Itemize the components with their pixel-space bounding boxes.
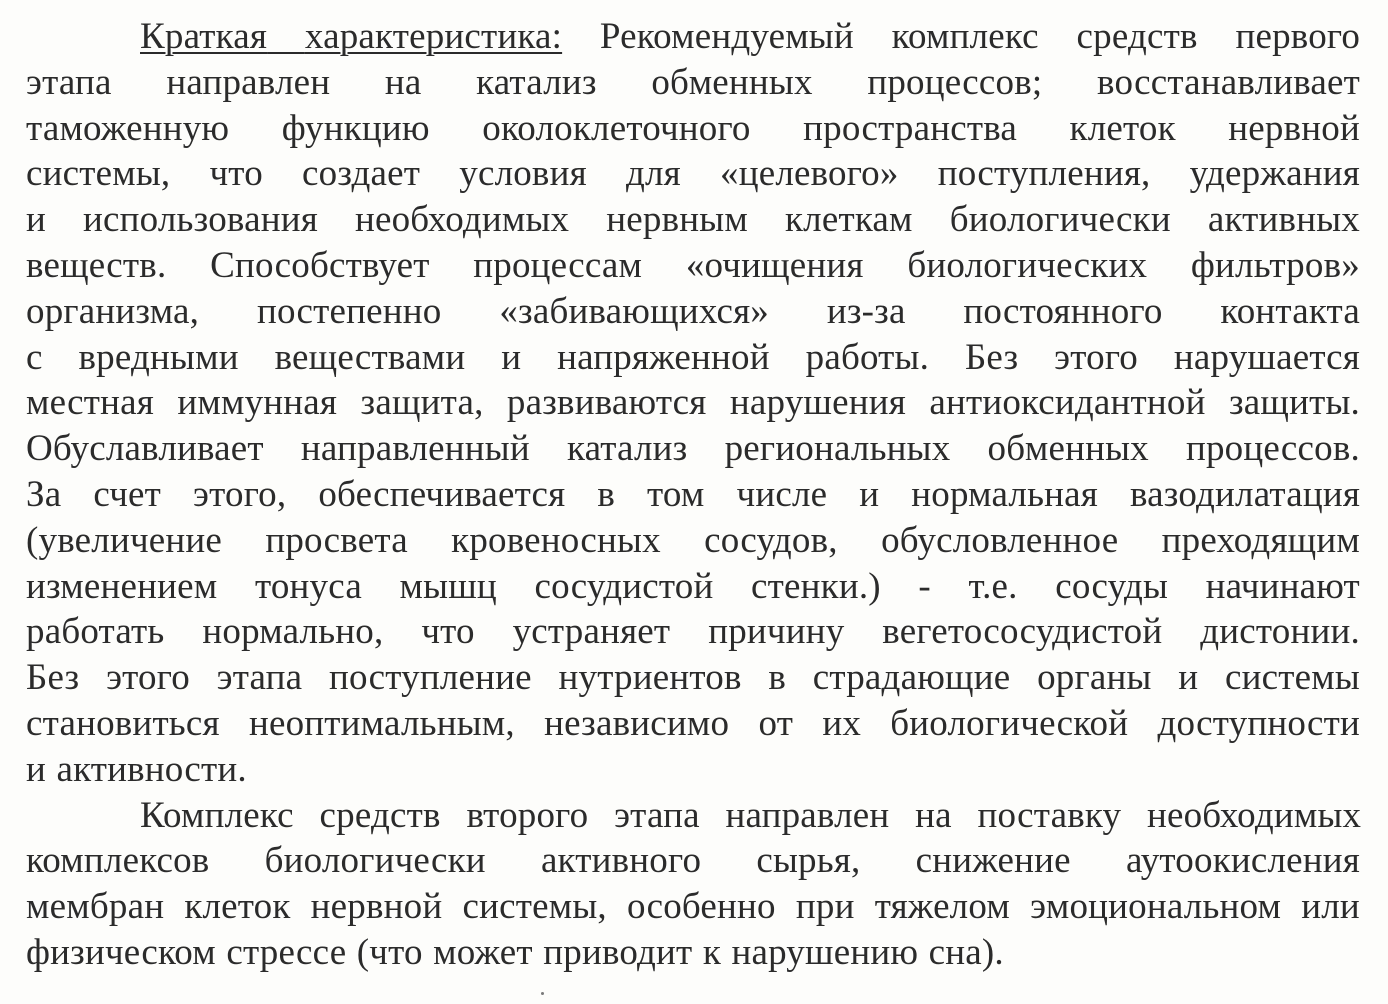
paragraph-line bbox=[26, 655, 1360, 701]
paragraph-line bbox=[26, 106, 1360, 152]
line-text: и использования необходимых нервным клеткам биологически активных bbox=[26, 199, 1360, 241]
scan-speck bbox=[541, 992, 544, 995]
line-text: изменением тонуса мышц сосудистой стенки.) - т.е. сосуды начинают bbox=[26, 565, 1360, 607]
line-text: таможенную функцию околоклеточного пространства клеток нервной bbox=[26, 107, 1360, 149]
section-heading: Краткая характеристика: bbox=[140, 16, 563, 57]
paragraph-line bbox=[26, 426, 1360, 472]
paragraph-line bbox=[26, 518, 1360, 564]
paragraph-line bbox=[26, 14, 1360, 60]
paragraph-line bbox=[26, 197, 1360, 243]
paragraph-line bbox=[26, 151, 1360, 197]
paragraph-line-last bbox=[26, 747, 1360, 793]
paragraph-line bbox=[26, 701, 1360, 747]
paragraph-line bbox=[26, 838, 1360, 884]
line-text: и активности. bbox=[26, 748, 247, 790]
paragraph-line bbox=[26, 289, 1360, 335]
line-text: работать нормально, что устраняет причину вегетососудистой дистонии. bbox=[26, 611, 1360, 653]
line-text: становиться неоптимальным, независимо от их биологической доступности bbox=[26, 702, 1360, 744]
paragraph-line-last bbox=[26, 930, 1360, 976]
paragraph-line bbox=[26, 472, 1360, 518]
paragraph-line bbox=[26, 609, 1360, 655]
line-text: Комплекс средств второго этапа направлен на поставку необходимых bbox=[140, 794, 1362, 836]
paragraph-line bbox=[26, 884, 1360, 930]
line-text: организма, постепенно «забивающихся» из-за постоянного контакта bbox=[26, 290, 1360, 332]
paragraph-line bbox=[26, 793, 1360, 839]
line-text: с вредными веществами и напряженной работы. Без этого нарушается bbox=[26, 336, 1361, 378]
line-text: физическом стрессе (что может приводит к нарушению сна). bbox=[26, 931, 1004, 973]
paragraph-second-stage bbox=[26, 793, 1360, 976]
line-text: Обуславливает направленный катализ региональных обменных процессов. bbox=[26, 428, 1360, 470]
paragraph-line bbox=[26, 60, 1360, 106]
line-text: местная иммунная защита, развиваются нарушения антиоксидантной защиты. bbox=[26, 382, 1360, 424]
line-text: веществ. Способствует процессам «очищения биологических фильтров» bbox=[26, 244, 1360, 286]
paragraph-line bbox=[26, 564, 1360, 610]
line-text: (увеличение просвета кровеносных сосудов, обусловленное преходящим bbox=[26, 519, 1360, 561]
line-text: системы, что создает условия для «целевого» поступления, удержания bbox=[26, 153, 1360, 195]
line-text: За счет этого, обеспечивается в том числе и нормальная вазодилатация bbox=[26, 473, 1361, 515]
paragraph-line bbox=[26, 335, 1360, 381]
line-text: Рекомендуемый комплекс средств первого bbox=[599, 16, 1361, 57]
line-text: этапа направлен на катализ обменных процессов; восстанавливает bbox=[26, 61, 1361, 103]
line-text: мембран клеток нервной системы, особенно при тяжелом эмоциональном или bbox=[26, 886, 1360, 928]
document-body bbox=[26, 14, 1360, 976]
line-text: комплексов биологически активного сырья, снижение аутоокисления bbox=[26, 840, 1360, 882]
paragraph-summary bbox=[26, 14, 1360, 793]
paragraph-line bbox=[26, 243, 1360, 289]
line-text: Без этого этапа поступление нутриентов в страдающие органы и системы bbox=[26, 657, 1360, 699]
paragraph-line bbox=[26, 380, 1360, 426]
